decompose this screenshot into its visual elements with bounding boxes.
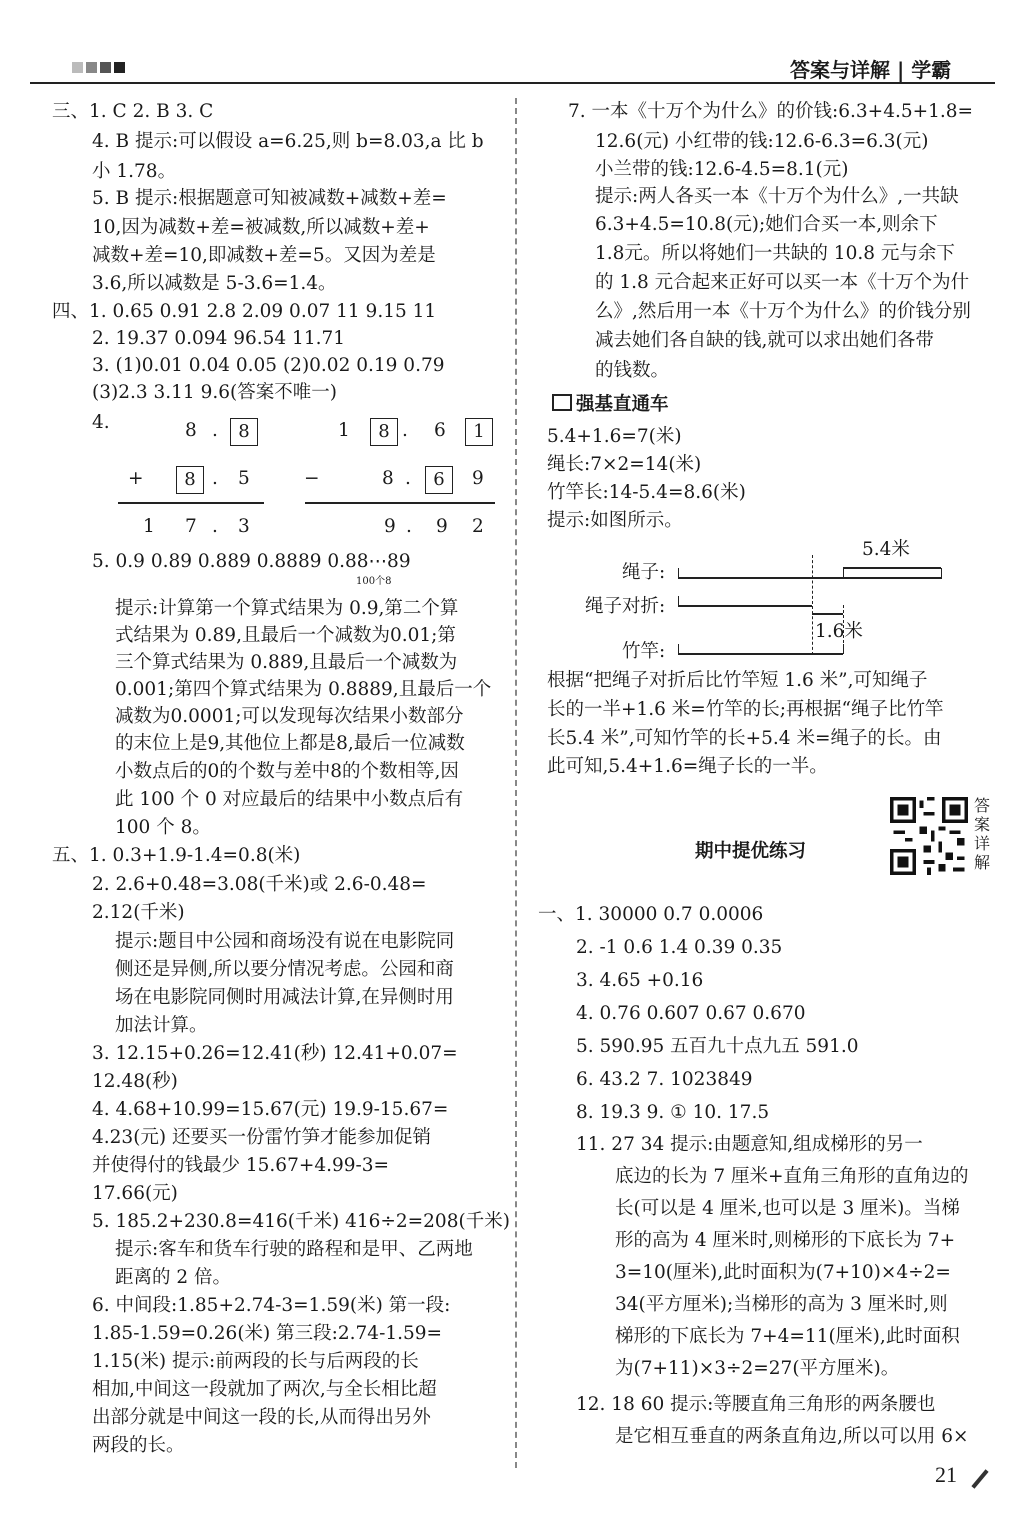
text-line: 12.6(元) 小红带的钱:12.6-6.3=6.3(元) [595, 131, 929, 152]
calc-rule [305, 502, 495, 504]
text-line: 减数+差=10,即减数+差=5。又因为差是 [92, 245, 436, 266]
text-line: 10,因为减数+差=被减数,所以减数+差+ [92, 217, 430, 238]
text-line: 4. B 提示:可以假设 a=6.25,则 b=8.03,a 比 b [92, 131, 484, 152]
text-line: 提示:如图所示。 [547, 510, 683, 531]
text-line: 的钱数。 [595, 360, 670, 381]
text-line: 2. 19.37 0.094 96.54 11.71 [92, 328, 346, 349]
text-line: 3=10(厘米),此时面积为(7+10)×4÷2= [615, 1262, 951, 1283]
text-line: 8. 19.3 9. ① 10. 17.5 [576, 1102, 770, 1123]
digit: . [212, 468, 218, 489]
diff-bracket [812, 613, 843, 615]
brace-top [843, 567, 941, 569]
text-line: 提示:客车和货车行驶的路程和是甲、乙两地 [115, 1239, 473, 1260]
fold-segment [678, 605, 812, 607]
text-line: 34(平方厘米);当梯形的高为 3 厘米时,则 [615, 1294, 948, 1315]
header-rule [30, 82, 995, 84]
text-line: 小数点后的0的个数与差中8的个数相等,因 [115, 761, 459, 782]
text-line: 是它相互垂直的两条直角边,所以可以用 6× [615, 1426, 969, 1447]
text-line: 6. 中间段:1.85+2.74-3=1.59(米) 第一段: [92, 1295, 451, 1316]
text-line: 7. 一本《十万个为什么》的价钱:6.3+4.5+1.8= [568, 101, 974, 122]
text-line: 3. 4.65 +0.16 [576, 970, 704, 991]
text-line: 长的一半+1.6 米=竹竿的长;再根据“绳子比竹竿 [547, 699, 944, 720]
text-line: 6. 43.2 7. 1023849 [576, 1069, 753, 1090]
text-line: 5. 590.95 五百九十点九五 591.0 [576, 1036, 859, 1057]
dashed-guide [812, 555, 813, 655]
text-line: (3)2.3 3.11 9.6(答案不唯一) [92, 382, 337, 403]
text-line: 距离的 2 倍。 [115, 1267, 232, 1288]
digit: 1 [338, 420, 350, 441]
digit: 9 [436, 516, 448, 537]
text-line: 5. B 提示:根据题意可知被减数+减数+差= [92, 188, 447, 209]
text-line: 17.66(元) [92, 1183, 178, 1204]
text-line: 5. 0.9 0.89 0.889 0.8889 0.88⋯89 [92, 551, 411, 572]
digit: 7 [185, 516, 197, 537]
text-line: 相加,中间这一段就加了两次,与全长相比超 [92, 1379, 437, 1400]
answer-box: 8 [230, 418, 258, 446]
text-line: 三个算式结果为 0.889,且最后一个减数为 [115, 652, 458, 673]
text-line: 提示:两人各买一本《十万个为什么》,一共缺 [595, 186, 959, 207]
digit: . [212, 420, 218, 441]
column-divider [515, 98, 517, 1468]
text-line: 么》,然后用一本《十万个为什么》的价钱分别 [595, 301, 971, 322]
text-line: 1.85-1.59=0.26(米) 第三段:2.74-1.59= [92, 1323, 443, 1344]
label-rope: 绳子: [622, 562, 666, 583]
text-line: 2.12(千米) [92, 902, 185, 923]
text-line: 场在电影院同侧时用减法计算,在异侧时用 [115, 987, 454, 1008]
text-line: 五、1. 0.3+1.9-1.4=0.8(米) [52, 845, 301, 866]
text-line: 长(可以是 4 厘米,也可以是 3 厘米)。当梯 [615, 1198, 960, 1219]
text-line: 并使得付的钱最少 15.67+4.99-3= [92, 1155, 390, 1176]
text-line: 提示:计算第一个算式结果为 0.9,第二个算 [115, 598, 459, 619]
text-line: 三、1. C 2. B 3. C [52, 101, 214, 122]
text-line: 绳长:7×2=14(米) [547, 454, 702, 475]
text-line: 4.23(元) 还要买一份雷竹笋才能参加促销 [92, 1127, 432, 1148]
text-line: 底边的长为 7 厘米+直角三角形的直角边的 [615, 1166, 969, 1187]
digit: . [406, 516, 412, 537]
text-line: 侧还是异侧,所以要分情况考虑。公园和商 [115, 959, 454, 980]
calc-rule [118, 502, 264, 504]
qr-label: 答案详解 [974, 796, 991, 872]
text-line: 的 1.8 元合起来正好可以买一本《十万个为什 [595, 272, 970, 293]
text-line: 小 1.78。 [92, 161, 177, 182]
text-line: 4. 0.76 0.607 0.67 0.670 [576, 1003, 806, 1024]
text-line: 此可知,5.4+1.6=绳子长的一半。 [547, 756, 828, 777]
operator: − [304, 468, 320, 489]
text-line: 式结果为 0.89,且最后一个减数为0.01;第 [115, 625, 456, 646]
text-line: 1.15(米) 提示:前两段的长与后两段的长 [92, 1351, 419, 1372]
text-line: 5. 185.2+230.8=416(千米) 416÷2=208(千米) [92, 1211, 510, 1232]
text-line: 减去她们各自缺的钱,就可以求出她们各带 [595, 330, 934, 351]
tick [941, 568, 942, 578]
tick [678, 596, 679, 606]
text-line: 出部分就是中间这一段的长,从而得出另外 [92, 1407, 431, 1428]
text-line: 11. 27 34 提示:由题意知,组成梯形的另一 [576, 1134, 923, 1155]
dashed-guide [843, 605, 844, 653]
text-line: 6.3+4.5=10.8(元);她们合买一本,则余下 [595, 214, 938, 235]
header-title: 答案与详解 | 学霸 [790, 58, 952, 82]
operator: + [128, 468, 144, 489]
text-line: 根据“把绳子对折后比竹竿短 1.6 米”,可知绳子 [547, 670, 928, 691]
text-line: 加法计算。 [115, 1015, 208, 1036]
digit: 9 [472, 468, 484, 489]
answer-box: 1 [465, 418, 493, 446]
text-line: 的末位上是9,其他位上都是8,最后一位减数 [115, 733, 465, 754]
text-line: 四、1. 0.65 0.91 2.8 2.09 0.07 11 9.15 11 [52, 301, 437, 322]
section-title: 期中提优练习 [695, 841, 807, 862]
text-line: 12. 18 60 提示:等腰直角三角形的两条腰也 [576, 1394, 936, 1415]
rope-segment [678, 577, 942, 579]
page-number: 21 [935, 1462, 957, 1487]
text-line: 小兰带的钱:12.6-4.5=8.1(元) [595, 159, 849, 180]
text-line: 100 个 8。 [115, 817, 211, 838]
length-label-top: 5.4米 [862, 539, 910, 560]
length-label-mid: 1.6米 [815, 621, 863, 642]
answer-box: 8 [370, 418, 398, 446]
qr-code-icon[interactable] [890, 797, 968, 875]
text-line: 减数为0.0001;可以发现每次结果小数部分 [115, 706, 464, 727]
digit: 1 [143, 516, 155, 537]
text-line: 2. -1 0.6 1.4 0.39 0.35 [576, 937, 783, 958]
section-heading-label: 强基直通车 [576, 394, 669, 415]
brace-label: 100个8 [356, 576, 392, 587]
book-icon [552, 394, 572, 411]
text-line: 此 100 个 0 对应最后的结果中小数点后有 [115, 789, 464, 810]
tick [678, 568, 679, 578]
answer-box: 8 [176, 466, 204, 494]
digit: . [402, 420, 408, 441]
label-fold: 绳子对折: [585, 596, 666, 617]
text-line: 12.48(秒) [92, 1071, 178, 1092]
text-line: 提示:题目中公园和商场没有说在电影院同 [115, 931, 455, 952]
digit: 8 [185, 420, 197, 441]
text-line: 两段的长。 [92, 1435, 185, 1456]
text-line: 1.8元。所以将她们一共缺的 10.8 元与余下 [595, 243, 955, 264]
digit: 6 [434, 420, 446, 441]
pole-segment [678, 653, 843, 655]
text-line: 梯形的下底长为 7+4=11(厘米),此时面积 [615, 1326, 960, 1347]
digit: 2 [472, 516, 484, 537]
digit: . [212, 516, 218, 537]
text-line: 3.6,所以减数是 5-3.6=1.4。 [92, 273, 337, 294]
text-line: 4. 4.68+10.99=15.67(元) 19.9-15.67= [92, 1099, 449, 1120]
text-line: 5.4+1.6=7(米) [547, 426, 682, 447]
digit: 9 [384, 516, 396, 537]
answer-box: 6 [425, 466, 453, 494]
text-line: 竹竿长:14-5.4=8.6(米) [547, 482, 746, 503]
text-line: 形的高为 4 厘米时,则梯形的下底长为 7+ [615, 1230, 956, 1251]
tick [678, 644, 679, 654]
text-line: 一、1. 30000 0.7 0.0006 [538, 904, 764, 925]
digit: . [405, 468, 411, 489]
text-line: 3. 12.15+0.26=12.41(秒) 12.41+0.07= [92, 1043, 458, 1064]
pencil-icon [971, 1469, 988, 1488]
digit: 8 [382, 468, 394, 489]
digit: 5 [238, 468, 250, 489]
text-line: 4. [92, 412, 110, 433]
digit: 3 [238, 516, 250, 537]
section-heading-qiangji [552, 390, 669, 420]
text-line: 为(7+11)×3÷2=27(平方厘米)。 [615, 1358, 900, 1379]
text-line: 3. (1)0.01 0.04 0.05 (2)0.02 0.19 0.79 [92, 355, 445, 376]
label-pole: 竹竿: [622, 641, 666, 662]
text-line: 0.001;第四个算式结果为 0.8889,且最后一个 [115, 679, 492, 700]
text-line: 长5.4 米”,可知竹竿的长+5.4 米=绳子的长。由 [547, 728, 942, 749]
text-line: 2. 2.6+0.48=3.08(千米)或 2.6-0.48= [92, 874, 427, 895]
brace-tick [843, 567, 844, 577]
